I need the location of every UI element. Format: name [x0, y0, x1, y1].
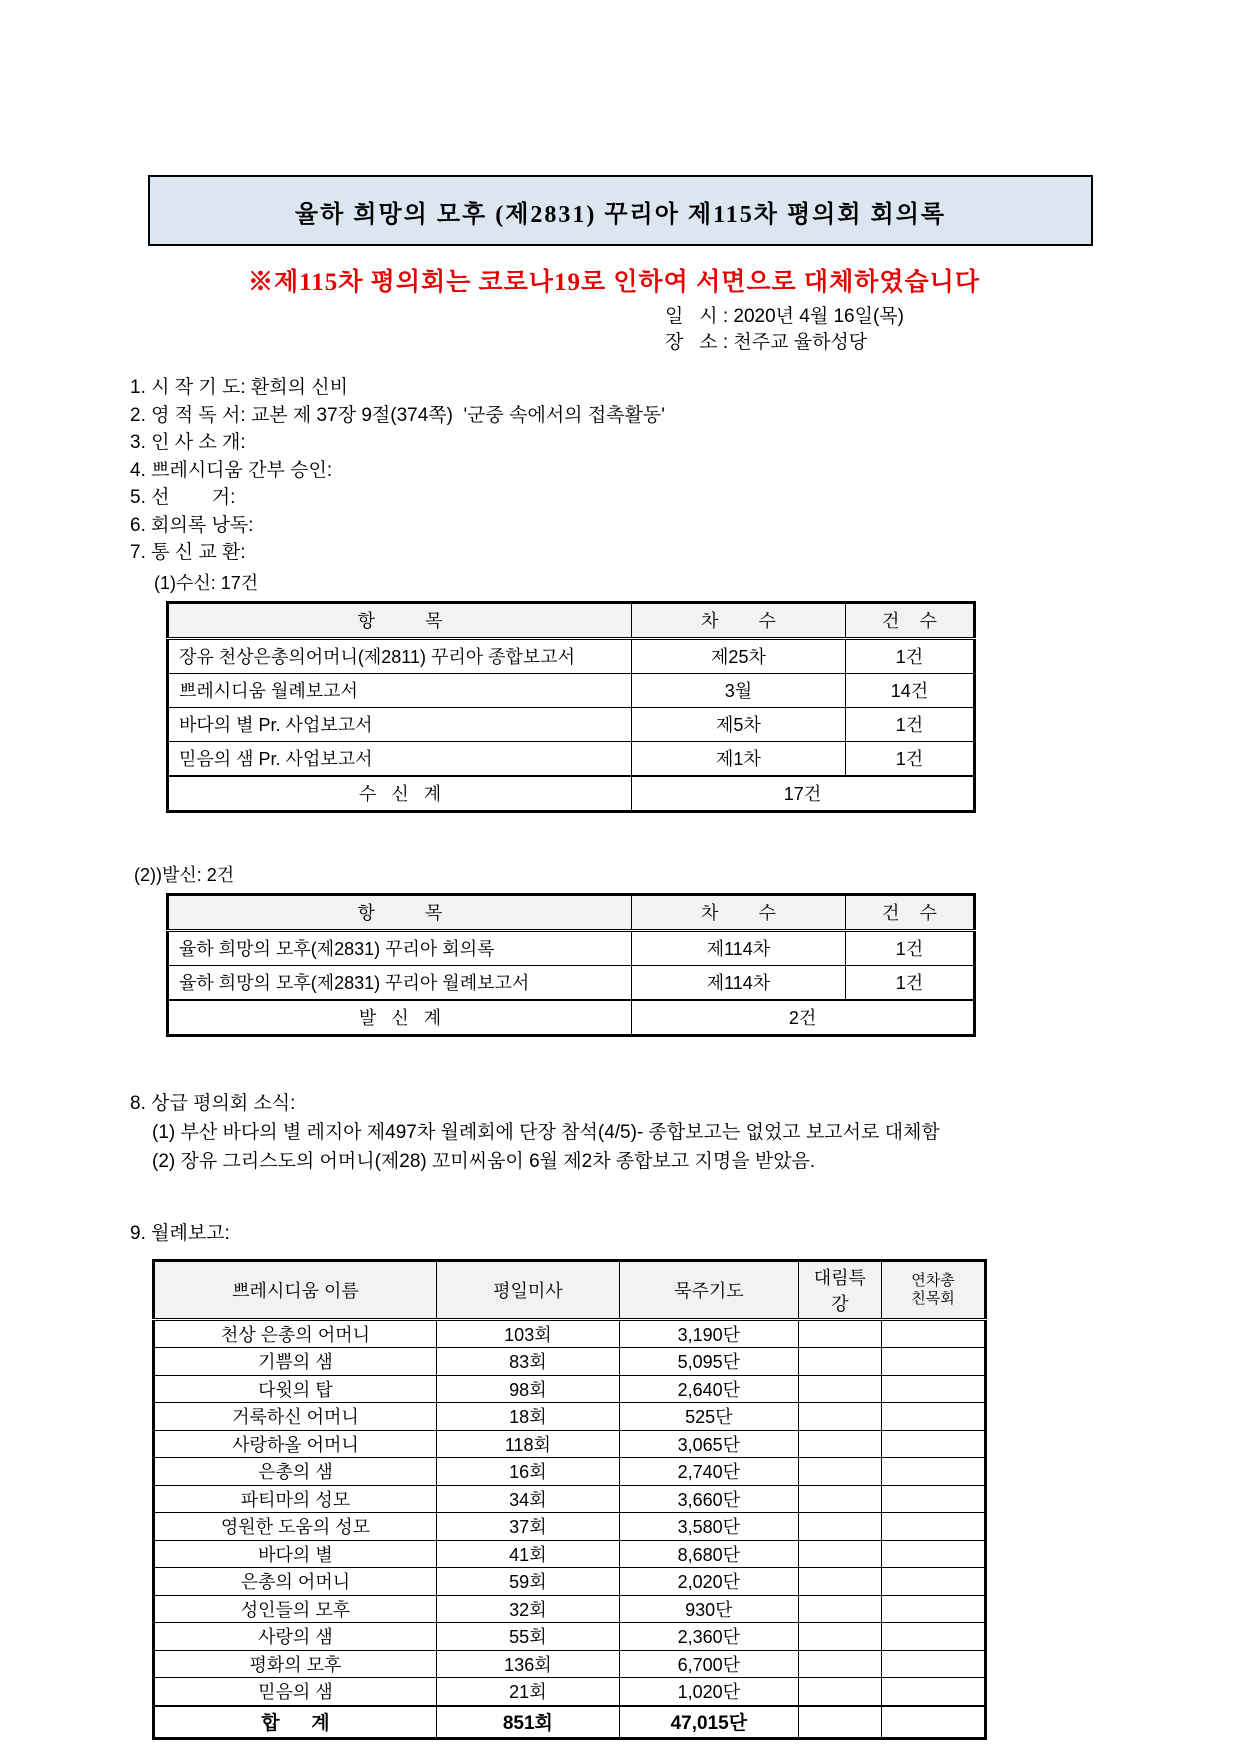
- cell-advent-lecture: [798, 1430, 881, 1458]
- table-row: [168, 673, 975, 707]
- table-row: [154, 1485, 986, 1513]
- cell-round: 제114차: [632, 930, 846, 965]
- cell-annual-meeting: [881, 1403, 985, 1431]
- table-row: [154, 1568, 986, 1596]
- cell-annual-meeting: [881, 1348, 985, 1376]
- cell-advent-lecture: [798, 1458, 881, 1486]
- cell-weekday-mass: 21회: [436, 1678, 619, 1706]
- header-count: 건 수: [845, 894, 974, 930]
- monthly-total-row: [154, 1706, 986, 1739]
- title-box: [148, 175, 1093, 246]
- dispatch-total-row: [168, 1000, 975, 1036]
- cell-weekday-mass: 32회: [436, 1595, 619, 1623]
- cell-annual-meeting: [881, 1375, 985, 1403]
- agenda-list: [130, 374, 1110, 567]
- agenda-item: 5. 선 거:: [130, 487, 236, 508]
- header-count: 건 수: [845, 602, 974, 638]
- cell-advent-lecture: [798, 1485, 881, 1513]
- header-item: 항 목: [168, 894, 632, 930]
- agenda-item: 1. 시 작 기 도: 환희의 신비: [130, 377, 348, 398]
- cell-advent-lecture: [798, 1595, 881, 1623]
- cell-annual-meeting: [881, 1678, 985, 1706]
- cell-annual-meeting: [881, 1540, 985, 1568]
- cell-rosary: 2,640단: [619, 1375, 798, 1403]
- cell-rosary: 3,190단: [619, 1319, 798, 1348]
- reception-total-row: [168, 776, 975, 812]
- total-label: 발 신 계: [168, 1000, 632, 1036]
- table-row: [154, 1595, 986, 1623]
- cell-presidium-name: 파티마의 성모: [154, 1485, 437, 1513]
- cell-annual-meeting: [881, 1623, 985, 1651]
- table-row: [154, 1403, 986, 1431]
- table-header-row: [154, 1260, 986, 1319]
- cell-round: 제25차: [632, 638, 846, 673]
- cell-count: 14건: [845, 673, 974, 707]
- cell-annual-meeting: [881, 1485, 985, 1513]
- cell-weekday-mass: 103회: [436, 1319, 619, 1348]
- cell-annual-meeting: [881, 1513, 985, 1541]
- total-value: 17건: [632, 776, 975, 812]
- cell-count: 1건: [845, 638, 974, 673]
- total-label: 수 신 계: [168, 776, 632, 812]
- table-row: [154, 1678, 986, 1706]
- cell-advent-lecture: [798, 1375, 881, 1403]
- cell-presidium-name: 천상 은총의 어머니: [154, 1319, 437, 1348]
- cell-count: 1건: [845, 707, 974, 741]
- cell-rosary: 2,360단: [619, 1623, 798, 1651]
- cell-presidium-name: 은총의 어머니: [154, 1568, 437, 1596]
- covid-notice: ※제115차 평의회는 코로나19로 인하여 서면으로 대체하였습니다: [248, 269, 980, 296]
- cell-weekday-mass: 55회: [436, 1623, 619, 1651]
- cell-annual-meeting: [881, 1568, 985, 1596]
- cell-count: 1건: [845, 930, 974, 965]
- header-rosary: 묵주기도: [619, 1260, 798, 1319]
- agenda-item: 3. 인 사 소 개:: [130, 432, 246, 453]
- cell-advent-lecture: [798, 1319, 881, 1348]
- table-row: [154, 1623, 986, 1651]
- monthly-report-table: [152, 1259, 987, 1740]
- header-item: 항 목: [168, 602, 632, 638]
- cell-rosary: 1,020단: [619, 1678, 798, 1706]
- cell-presidium-name: 기쁨의 샘: [154, 1348, 437, 1376]
- cell-presidium-name: 성인들의 모후: [154, 1595, 437, 1623]
- agenda-item: 7. 통 신 교 환:: [130, 542, 246, 563]
- cell-round: 제114차: [632, 965, 846, 1000]
- news-item: (2) 장유 그리스도의 어머니(제28) 꼬미씨움이 6월 제2차 종합보고 지명을 받았음.: [152, 1150, 816, 1172]
- cell-item: 율하 희망의 모후(제2831) 꾸리아 월례보고서: [168, 965, 632, 1000]
- reception-table: [166, 601, 976, 813]
- monthly-report-title: 9. 월례보고:: [130, 1222, 230, 1244]
- header-presidium-name: 쁘레시디움 이름: [154, 1260, 437, 1319]
- cell-annual-meeting: [881, 1458, 985, 1486]
- reception-label: (1)수신: 17건: [154, 572, 259, 593]
- meta-place: 장 소 : 천주교 율하성당: [665, 332, 868, 353]
- cell-annual-meeting: [881, 1430, 985, 1458]
- cell-count: 1건: [845, 741, 974, 776]
- table-row: [154, 1458, 986, 1486]
- cell-advent-lecture: [798, 1568, 881, 1596]
- cell-rosary: 2,020단: [619, 1568, 798, 1596]
- table-row: [154, 1319, 986, 1348]
- total-annual: [881, 1706, 985, 1739]
- table-row: [154, 1430, 986, 1458]
- cell-round: 제1차: [632, 741, 846, 776]
- dispatch-table: [166, 893, 976, 1037]
- total-mass: 851회: [436, 1706, 619, 1739]
- header-weekday-mass: 평일미사: [436, 1260, 619, 1319]
- table-row: [168, 741, 975, 776]
- news-item: (1) 부산 바다의 별 레지아 제497차 월례회에 단장 참석(4/5)- 종합보고는 없었고 보고서로 대체함: [152, 1121, 940, 1143]
- cell-advent-lecture: [798, 1348, 881, 1376]
- meta-datetime: 일 시 : 2020년 4월 16일(목): [665, 306, 904, 327]
- table-row: [154, 1650, 986, 1678]
- table-header-row: [168, 894, 975, 930]
- cell-advent-lecture: [798, 1403, 881, 1431]
- cell-presidium-name: 바다의 별: [154, 1540, 437, 1568]
- cell-advent-lecture: [798, 1650, 881, 1678]
- cell-presidium-name: 사랑하올 어머니: [154, 1430, 437, 1458]
- cell-presidium-name: 평화의 모후: [154, 1650, 437, 1678]
- agenda-item: 4. 쁘레시디움 간부 승인:: [130, 459, 333, 481]
- cell-presidium-name: 사랑의 샘: [154, 1623, 437, 1651]
- news-title: 8. 상급 평의회 소식:: [130, 1092, 296, 1114]
- cell-presidium-name: 은총의 샘: [154, 1458, 437, 1486]
- table-row: [154, 1348, 986, 1376]
- table-header-row: [168, 602, 975, 638]
- cell-item: 쁘레시디움 월례보고서: [168, 673, 632, 707]
- cell-rosary: 6,700단: [619, 1650, 798, 1678]
- header-advent-lecture: 대림특강: [798, 1260, 881, 1319]
- table-row: [154, 1540, 986, 1568]
- cell-annual-meeting: [881, 1650, 985, 1678]
- news-section: [130, 1089, 1110, 1176]
- total-rosary: 47,015단: [619, 1706, 798, 1739]
- cell-annual-meeting: [881, 1595, 985, 1623]
- cell-weekday-mass: 136회: [436, 1650, 619, 1678]
- cell-weekday-mass: 41회: [436, 1540, 619, 1568]
- table-row: [154, 1513, 986, 1541]
- cell-rosary: 5,095단: [619, 1348, 798, 1376]
- header-annual-meeting: 연차총 친목회: [881, 1260, 985, 1319]
- table-row: [168, 707, 975, 741]
- dispatch-label: (2))발신: 2건: [134, 864, 235, 885]
- cell-round: 제5차: [632, 707, 846, 741]
- table-row: [168, 930, 975, 965]
- cell-rosary: 3,065단: [619, 1430, 798, 1458]
- cell-weekday-mass: 18회: [436, 1403, 619, 1431]
- cell-item: 장유 천상은총의어머니(제2811) 꾸리아 종합보고서: [168, 638, 632, 673]
- cell-rosary: 3,660단: [619, 1485, 798, 1513]
- cell-presidium-name: 믿음의 샘: [154, 1678, 437, 1706]
- cell-count: 1건: [845, 965, 974, 1000]
- total-label: 합 계: [154, 1706, 437, 1739]
- cell-rosary: 3,580단: [619, 1513, 798, 1541]
- meta-block: [665, 304, 1110, 356]
- header-round: 차 수: [632, 602, 846, 638]
- cell-weekday-mass: 98회: [436, 1375, 619, 1403]
- cell-presidium-name: 거룩하신 어머니: [154, 1403, 437, 1431]
- total-value: 2건: [632, 1000, 975, 1036]
- header-round: 차 수: [632, 894, 846, 930]
- cell-item: 바다의 별 Pr. 사업보고서: [168, 707, 632, 741]
- cell-weekday-mass: 118회: [436, 1430, 619, 1458]
- cell-advent-lecture: [798, 1513, 881, 1541]
- cell-weekday-mass: 59회: [436, 1568, 619, 1596]
- cell-weekday-mass: 34회: [436, 1485, 619, 1513]
- cell-rosary: 930단: [619, 1595, 798, 1623]
- total-advent: [798, 1706, 881, 1739]
- table-row: [168, 965, 975, 1000]
- cell-rosary: 525단: [619, 1403, 798, 1431]
- cell-rosary: 8,680단: [619, 1540, 798, 1568]
- cell-weekday-mass: 37회: [436, 1513, 619, 1541]
- cell-presidium-name: 다윗의 탑: [154, 1375, 437, 1403]
- table-row: [168, 638, 975, 673]
- cell-weekday-mass: 83회: [436, 1348, 619, 1376]
- cell-annual-meeting: [881, 1319, 985, 1348]
- cell-round: 3월: [632, 673, 846, 707]
- table-row: [154, 1375, 986, 1403]
- agenda-item: 6. 회의록 낭독:: [130, 514, 254, 536]
- cell-item: 율하 희망의 모후(제2831) 꾸리아 회의록: [168, 930, 632, 965]
- cell-weekday-mass: 16회: [436, 1458, 619, 1486]
- cell-advent-lecture: [798, 1623, 881, 1651]
- cell-advent-lecture: [798, 1540, 881, 1568]
- cell-presidium-name: 영원한 도움의 성모: [154, 1513, 437, 1541]
- cell-rosary: 2,740단: [619, 1458, 798, 1486]
- cell-advent-lecture: [798, 1678, 881, 1706]
- cell-item: 믿음의 샘 Pr. 사업보고서: [168, 741, 632, 776]
- agenda-item: 2. 영 적 독 서: 교본 제 37장 9절(374쪽) '군중 속에서의 접촉활동': [130, 404, 665, 426]
- page-title: 율하 희망의 모후 (제2831) 꾸리아 제115차 평의회 회의록: [294, 202, 947, 228]
